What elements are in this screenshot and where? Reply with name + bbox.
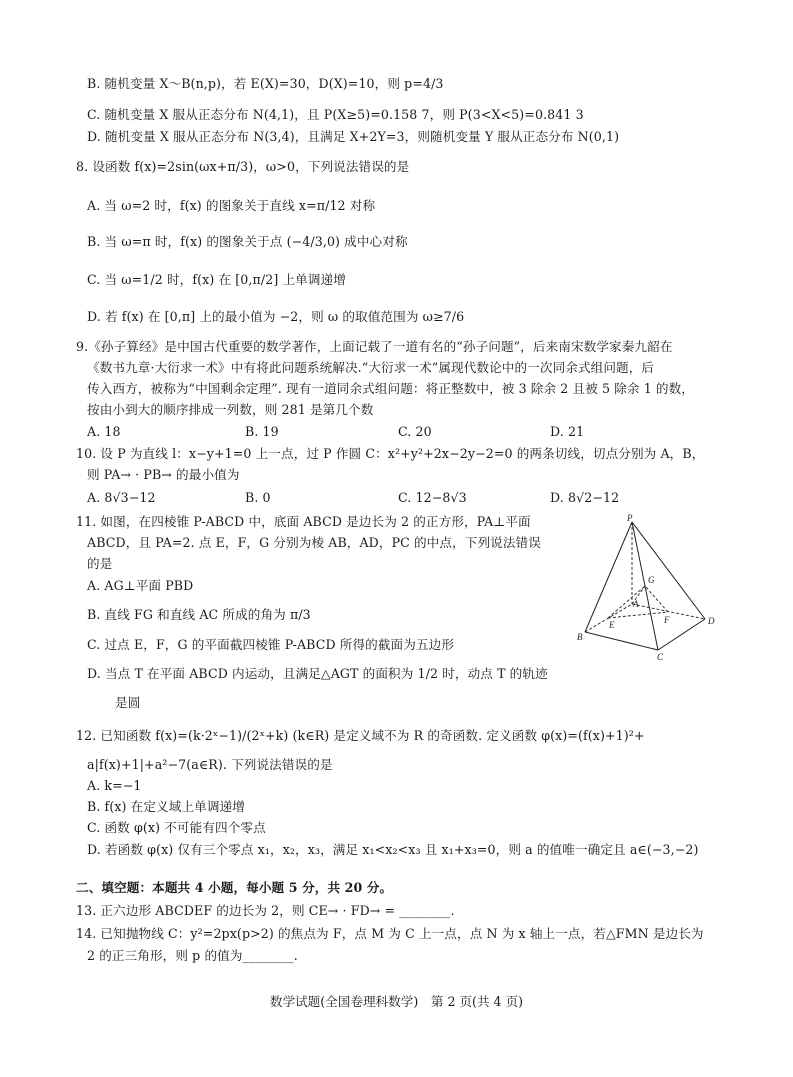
pyramid-figure [570, 512, 730, 662]
q9-stem-line3: 传入西方，被称为“中国剩余定理”. 现有一道同余式组问题：将正整数中，被 3 除余 2 且被 5 除余 1 的数， [87, 381, 695, 396]
segment-eg [608, 586, 645, 618]
q9-option-d: D. 21 [550, 424, 585, 439]
q9-stem-line1: 9.《孙子算经》是中国古代重要的数学著作，上面记载了一道有名的“孙子问题”，后来南宋数学家秦九韶在 [76, 339, 673, 354]
q9-option-b: B. 19 [245, 424, 279, 439]
q8-option-c: C. 当 ω=1/2 时，f(x) 在 [0,π/2] 上单调递增 [87, 272, 346, 287]
q12-option-b: B. f(x) 在定义域上单调递增 [87, 799, 245, 814]
q9-option-a: A. 18 [87, 424, 121, 439]
label-a: A [633, 599, 639, 609]
q10-option-d: D. 8√2−12 [550, 490, 620, 505]
q8-option-b: B. 当 ω=π 时，f(x) 的图象关于点 (−4/3,0) 成中心对称 [87, 234, 408, 249]
q9-option-c: C. 20 [398, 424, 432, 439]
q14-stem-line1: 14. 已知抛物线 C：y²=2px(p>2) 的焦点为 F，点 M 为 C 上一点，点 N 为 x 轴上一点，若△FMN 是边长为 [76, 926, 704, 941]
q8-option-a: A. 当 ω=2 时，f(x) 的图象关于直线 x=π/12 对称 [87, 198, 376, 213]
segment-fg [645, 586, 668, 612]
q7-option-c: C. 随机变量 X 服从正态分布 N(4,1)，且 P(X≥5)=0.158 7，则 P(3<X<5)=0.841 3 [87, 107, 584, 122]
label-p: P [627, 513, 633, 523]
q9-stem-line2: 《数书九章·大衍求一术》中有将此问题系统解决.“大衍求一术”属现代数论中的一次同余式组问题，后 [87, 360, 655, 375]
label-e: E [609, 620, 615, 630]
q10-stem-line2: 则 PA→ · PB→ 的最小值为 [87, 467, 240, 482]
page-footer: 数学试题(全国卷理科数学) 第 2 页(共 4 页) [269, 994, 524, 1009]
label-f: F [664, 615, 670, 625]
q11-option-d-cont: 是圆 [115, 695, 141, 710]
q10-stem-line1: 10. 设 P 为直线 l：x−y+1=0 上一点，过 P 作圆 C：x²+y²+2x−2y−2=0 的两条切线，切点分别为 A，B， [76, 446, 705, 461]
q10-option-c: C. 12−8√3 [398, 490, 467, 505]
q9-stem-line4: 按由小到大的顺序排成一列数，则 281 是第几个数 [87, 402, 374, 417]
q11-option-d: D. 当点 T 在平面 ABCD 内运动，且满足△AGT 的面积为 1/2 时，动点 T 的轨迹 [87, 666, 548, 681]
q10-option-b: B. 0 [245, 490, 271, 505]
section-fill-in-heading: 二、填空题：本题共 4 小题，每小题 5 分，共 20 分。 [76, 880, 393, 895]
q8-option-d: D. 若 f(x) 在 [0,π] 上的最小值为 −2，则 ω 的取值范围为 ω≥7/6 [87, 309, 465, 324]
edge-pd [632, 522, 705, 619]
q11-option-a: A. AG⊥平面 PBD [87, 578, 194, 593]
q7-option-b: B. 随机变量 X～B(n,p)，若 E(X)=30，D(X)=10，则 p=4/3 [87, 76, 444, 91]
q11-option-c: C. 过点 E，F，G 的平面截四棱锥 P-ABCD 所得的截面为五边形 [87, 637, 455, 652]
q12-stem-line1: 12. 已知函数 f(x)=(k·2ˣ−1)/(2ˣ+k) (k∈R) 是定义域不为 R 的奇函数. 定义函数 φ(x)=(f(x)+1)²+ [76, 728, 645, 743]
q11-option-b: B. 直线 FG 和直线 AC 所成的角为 π/3 [87, 607, 311, 622]
edge-bc [585, 632, 658, 650]
q13-stem: 13. 正六边形 ABCDEF 的边长为 2，则 CE→ · FD→ = ________. [76, 903, 455, 918]
q8-stem: 8. 设函数 f(x)=2sin(ωx+π/3)，ω>0，下列说法错误的是 [76, 159, 410, 174]
q12-option-c: C. 函数 φ(x) 不可能有四个零点 [87, 820, 266, 835]
q10-option-a: A. 8√3−12 [87, 490, 156, 505]
q11-stem-line2: ABCD，且 PA=2. 点 E，F，G 分别为棱 AB，AD，PC 的中点，下列说法错误 [87, 535, 541, 550]
label-b: B [577, 632, 583, 642]
q12-stem-line2: a|f(x)+1|+a²−7(a∈R). 下列说法错误的是 [87, 757, 333, 772]
label-g: G [648, 575, 655, 585]
edge-pb [585, 522, 632, 632]
q7-option-d: D. 随机变量 X 服从正态分布 N(3,4)，且满足 X+2Y=3，则随机变量 Y 服从正态分布 N(0,1) [87, 129, 620, 144]
q12-option-a: A. k=−1 [87, 778, 142, 793]
q11-stem-line1: 11. 如图，在四棱锥 P-ABCD 中，底面 ABCD 是边长为 2 的正方形，PA⊥平面 [76, 514, 531, 529]
q12-option-d: D. 若函数 φ(x) 仅有三个零点 x₁，x₂，x₃，满足 x₁<x₂<x₃ 且 x₁+x₃=0，则 a 的值唯一确定且 a∈(−3,−2) [87, 842, 699, 857]
label-c: C [657, 652, 664, 662]
q11-stem-line3: 的是 [87, 556, 113, 571]
q14-stem-line2: 2 的正三角形，则 p 的值为________. [87, 948, 298, 963]
label-d: D [708, 616, 715, 626]
